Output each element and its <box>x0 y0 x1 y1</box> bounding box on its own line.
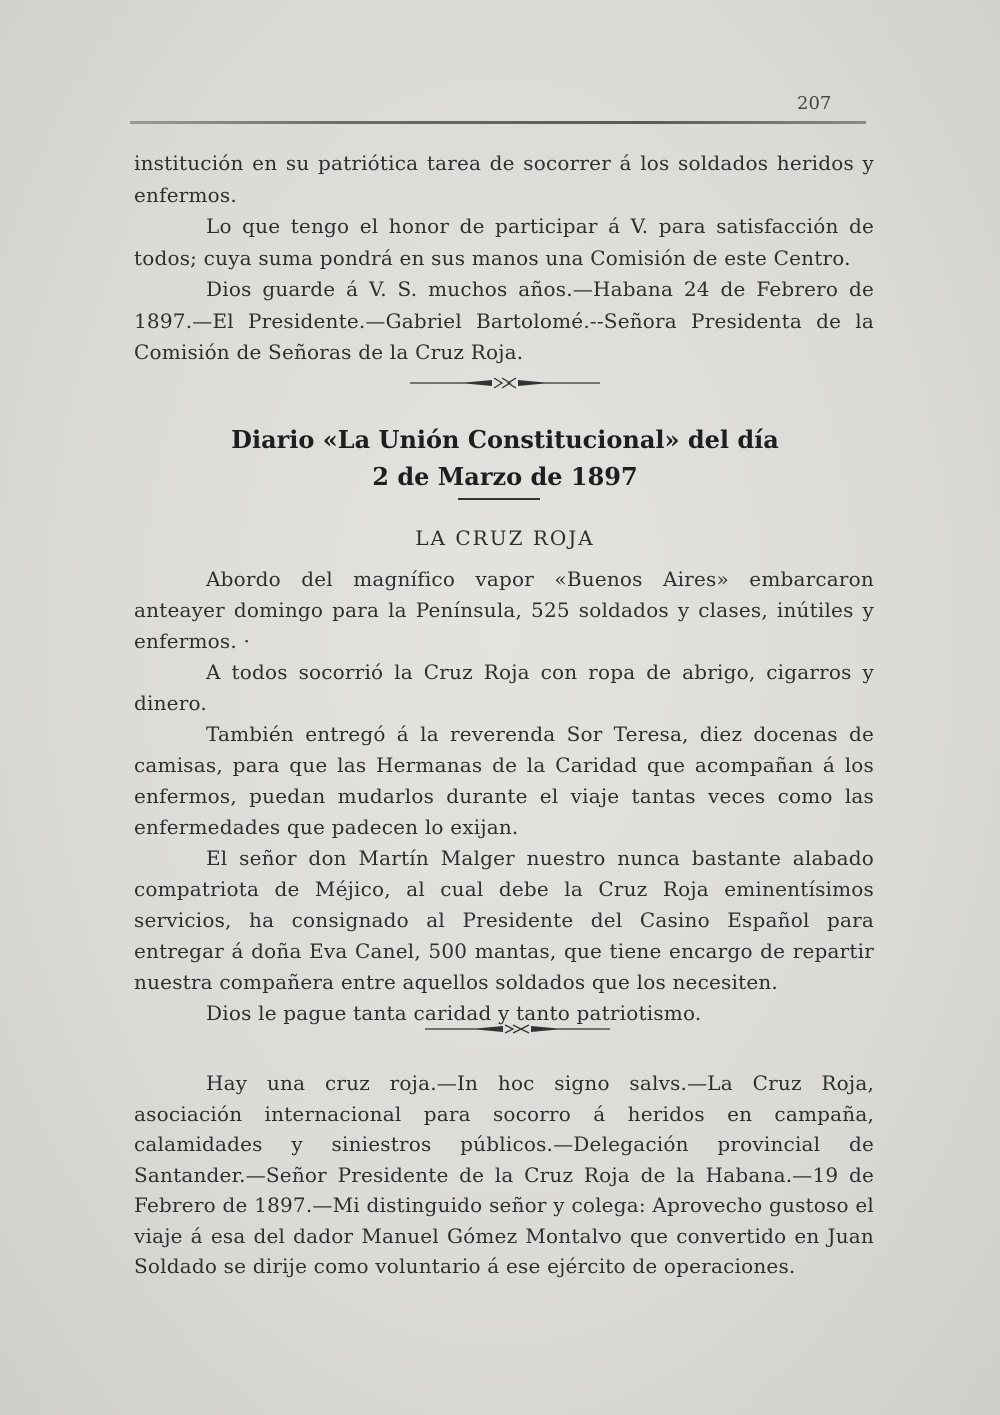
article-paragraph-2: A todos socorrió la Cruz Roja con ropa de abrigo, cigarros y dinero. <box>134 660 874 715</box>
top-text-block <box>134 148 874 369</box>
letter-block <box>134 1068 874 1282</box>
article-paragraph-3: También entregó á la reverenda Sor Teresa, diez docenas de camisas, para que las Hermanas de la Caridad que acompañan á los enfermos, puedan mudarlos durante el viaje tantas veces como las enfermedades que padecen lo exijan. <box>134 722 874 839</box>
article-paragraph-4: El señor don Martín Malger nuestro nunca bastante alabado compatriota de Méjico, al cual debe la Cruz Roja eminentísimos servicios, ha consignado al Presidente del Casino Español para entregar á doña Eva Canel, 500 mantas, que tiene encargo de repartir nuestra compañera entre aquellos soldados que los necesiten. <box>134 846 874 994</box>
ornament-divider-bottom <box>425 1022 610 1036</box>
article-body <box>134 564 874 1029</box>
ornament-divider-top <box>410 376 600 390</box>
article-paragraph-5: Dios le pague tanta caridad y tanto patriotismo. <box>206 1001 702 1025</box>
article-paragraph-1: Abordo del magnífico vapor «Buenos Aires» embarcaron anteayer domingo para la Península, 525 soldados y clases, inútiles y enfermos. · <box>134 567 874 653</box>
article-heading-line2: 2 de Marzo de 1897 <box>372 462 638 491</box>
paragraph-participation: Lo que tengo el honor de participar á V. para satisfacción de todos; cuya suma pondrá en sus manos una Comisión de este Centro. <box>134 214 874 270</box>
page-number: 207 <box>797 93 832 114</box>
paragraph-continuation: institución en su patriótica tarea de socorrer á los soldados heridos y enfermos. <box>134 151 874 207</box>
header-rule <box>130 121 866 124</box>
article-heading-line1: Diario «La Unión Constitucional» del día <box>231 425 779 454</box>
letter-paragraph: Hay una cruz roja.—In hoc signo salvs.—La Cruz Roja, asociación internacional para socorro á heridos en campaña, calamidades y siniestros públicos.—Delegación provincial de Santander.—Señor Presidente de la Cruz Roja de la Habana.—19 de Febrero de 1897.—Mi distinguido señor y colega: Aprovecho gustoso el viaje á esa del dador Manuel Gómez Montalvo que convertido en Juan Soldado se dirije como voluntario á ese ejército de operaciones. <box>134 1071 874 1278</box>
paragraph-closing: Dios guarde á V. S. muchos años.—Habana 24 de Febrero de 1897.—El Presidente.—Gabriel Bartolomé.--Señora Presidenta de la Comisión de Señoras de la Cruz Roja. <box>134 277 874 364</box>
heading-rule <box>458 498 540 500</box>
article-subheading: LA CRUZ ROJA <box>415 526 595 550</box>
